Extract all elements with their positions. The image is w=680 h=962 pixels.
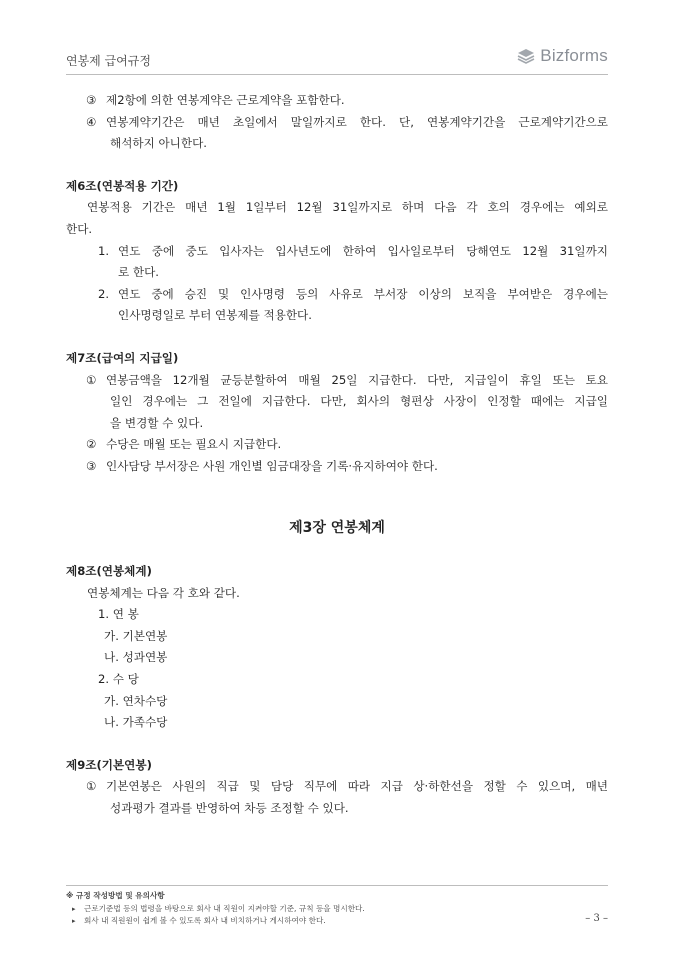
sub-list-item: 나. 성과연봉 (104, 650, 168, 665)
article-8-paragraph: 연봉체계는 다음 각 호와 같다. (87, 585, 240, 600)
footnote-title: ※ 규정 작성방법 및 유의사항 (66, 891, 165, 900)
item-number: ③ (86, 458, 97, 473)
article-9-title: 제9조(기본연봉) (66, 757, 152, 772)
item-text: 연도 중에 승진 및 인사명령 등의 사유로 부서장 이상의 보직을 부여받은 경우에는 (118, 286, 608, 301)
list-item (86, 90, 608, 112)
list-item (86, 776, 608, 819)
item-number: ② (86, 437, 97, 452)
item-number: ④ (86, 114, 97, 129)
page-header (66, 40, 608, 75)
item-text: 일인 경우에는 그 전일에 지급한다. 다만, 회사의 형편상 사장이 인정할 때에는 지급일 (110, 394, 608, 409)
list-item (86, 112, 608, 155)
item-text: 을 변경할 수 있다. (110, 415, 204, 430)
item-number: ③ (86, 93, 97, 107)
list-item (98, 241, 608, 284)
document-body (66, 90, 608, 820)
sub-list-item: 가. 기본연봉 (104, 628, 168, 643)
list-item (98, 284, 608, 327)
page-number: – 3 – (585, 913, 608, 924)
list-item (86, 456, 608, 478)
item-text: 수당은 매월 또는 필요시 지급한다. (106, 437, 282, 452)
article-7-title: 제7조(급여의 지급일) (66, 350, 179, 365)
item-text: 연봉계약기간은 매년 초일에서 말일까지로 한다. 단, 연봉계약기간을 근로계약기간으로 (106, 114, 608, 129)
list-item: 1. 연 봉 (98, 607, 139, 622)
item-text: 로 한다. (118, 265, 159, 280)
item-text: 연도 중에 중도 입사자는 입사년도에 한하여 입사일로부터 당해연도 12월 31일까지 (118, 243, 608, 258)
item-number: 1. (98, 243, 110, 258)
bizforms-logo (516, 46, 608, 66)
footnote-item: ▸ 근로기준법 등의 법령을 바탕으로 회사 내 직원이 지켜야할 기준, 규칙 등을 명시한다. (66, 903, 608, 916)
page-footer (66, 885, 608, 928)
item-text: 해석하지 아니한다. (110, 136, 207, 151)
sub-list-item: 가. 연차수당 (104, 693, 168, 708)
item-text: 인사담당 부서장은 사원 개인별 임금대장을 기록·유지하여야 한다. (106, 458, 438, 473)
item-number: ① (86, 779, 97, 794)
list-item (86, 370, 608, 435)
item-text: 기본연봉은 사원의 직급 및 담당 직무에 따라 지급 상·하한선을 정할 수 있으며, 매년 (106, 779, 608, 794)
layers-icon (516, 46, 536, 66)
list-item: 2. 수 당 (98, 672, 139, 687)
item-text: 성과평가 결과를 반영하여 차등 조정할 수 있다. (110, 801, 349, 816)
logo-text: Bizforms (540, 46, 608, 65)
document-title: 연봉제 급여규정 (66, 54, 151, 68)
footnote-item: ▸ 회사 내 직원원이 쉽게 볼 수 있도록 회사 내 비치하거나 게시하여야 한다. (66, 915, 608, 928)
sub-list-item: 나. 가족수당 (104, 715, 168, 730)
chapter-title: 제3장 연봉체계 (289, 519, 385, 536)
item-text: 인사명령일로 부터 연봉제를 적용한다. (118, 308, 312, 323)
article-6-paragraph: 한다. (66, 221, 93, 236)
article-6-title: 제6조(연봉적용 기간) (66, 178, 179, 193)
article-8-title: 제8조(연봉체계) (66, 564, 152, 579)
item-text: 제2항에 의한 연봉계약은 근로계약을 포함한다. (106, 93, 345, 107)
item-text: 연봉금액을 12개월 균등분할하여 매월 25일 지급한다. 다만, 지급일이 휴일 또는 토요 (106, 372, 608, 387)
list-item (86, 434, 608, 456)
item-number: 2. (98, 286, 110, 301)
article-6-paragraph: 연봉적용 기간은 매년 1월 1일부터 12월 31일까지로 하며 다음 각 호의 경우에는 예외로 (87, 200, 608, 215)
item-number: ① (86, 372, 97, 387)
